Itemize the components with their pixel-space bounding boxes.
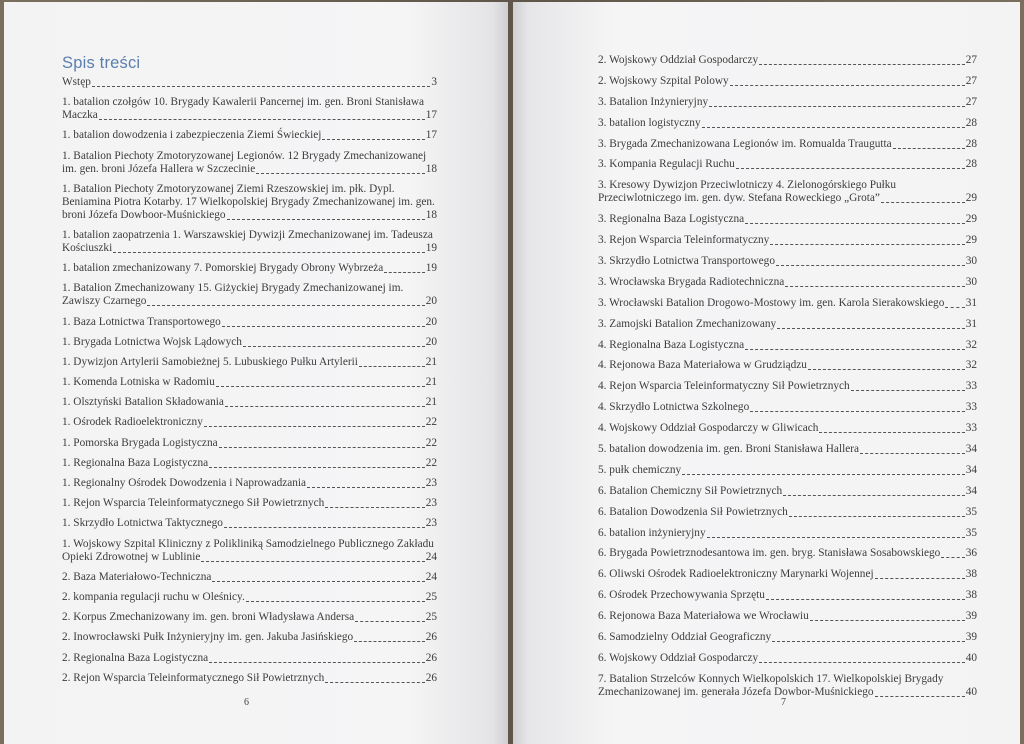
- toc-entry-title: 3. Zamojski Batalion Zmechanizowany: [598, 317, 777, 330]
- toc-entry-title: 4. Wojskowy Oddział Gospodarczy w Gliwicach: [598, 422, 819, 435]
- dot-leader: [881, 193, 965, 203]
- toc-entry-title: 4. Rejonowa Baza Materiałowa w Grudziądzu: [598, 359, 807, 372]
- toc-entry: [62, 416, 437, 429]
- toc-entry-title-line: 1. Batalion Piechoty Zmotoryzowanej Legionów. 12 Brygady Zmechanizowanej: [62, 149, 427, 162]
- toc-entry-title: 4. Skrzydło Lotnictwa Szkolnego: [598, 401, 750, 414]
- toc-entry: [62, 672, 437, 685]
- toc-page-number: 21: [425, 396, 437, 409]
- toc-page-number: 33: [965, 380, 977, 393]
- toc-entry-title: 4. Rejon Wsparcia Teleinformatyczny Sił Powietrznych: [598, 380, 850, 393]
- toc-entry: [598, 485, 977, 498]
- toc-entry: [62, 517, 437, 530]
- toc-page-number: 28: [965, 137, 977, 150]
- toc-entry: [598, 673, 977, 699]
- toc-entry: [62, 437, 437, 450]
- dot-leader: [860, 444, 965, 454]
- dot-leader: [147, 296, 424, 306]
- dot-leader: [325, 498, 424, 508]
- toc-entry-title: im. gen. broni Józefa Hallera w Szczecinie: [62, 162, 256, 175]
- toc-entry: [62, 497, 437, 510]
- toc-entry: [62, 591, 437, 604]
- dot-leader: [201, 552, 424, 562]
- dot-leader: [682, 465, 965, 475]
- toc-list-left: [62, 76, 437, 692]
- toc-entry-title: 6. Batalion Dowodzenia Sił Powietrznych: [598, 505, 788, 518]
- toc-page-number: 26: [425, 651, 437, 664]
- toc-entry-title-line: 1. batalion zaopatrzenia 1. Warszawskiej Dywizji Zmechanizowanej im. Tadeusza: [62, 228, 433, 241]
- toc-entry: [598, 464, 977, 477]
- toc-page-number: 21: [425, 376, 437, 389]
- toc-entry: [598, 96, 977, 109]
- dot-leader: [212, 572, 424, 582]
- toc-entry: [598, 255, 977, 268]
- toc-entry-title: Maczka: [62, 109, 98, 122]
- toc-page-number: 22: [425, 416, 437, 429]
- dot-leader: [243, 337, 425, 347]
- toc-entry-title: Zawiszy Czarnego: [62, 295, 147, 308]
- toc-entry: [62, 356, 437, 369]
- toc-entry: [62, 376, 437, 389]
- dot-leader: [325, 673, 424, 683]
- toc-page-number: 23: [425, 517, 437, 530]
- toc-page-number: 31: [965, 296, 977, 309]
- dot-leader: [709, 97, 965, 107]
- dot-leader: [702, 118, 965, 128]
- toc-heading: Spis treści: [62, 54, 141, 72]
- toc-entry: [598, 359, 977, 372]
- toc-entry-title: 1. Regionalny Ośrodek Dowodzenia i Naprowadzania: [62, 477, 307, 489]
- toc-entry-title: 2. Regionalna Baza Logistyczna: [62, 651, 209, 664]
- dot-leader: [736, 159, 965, 169]
- toc-entry-title: 2. Baza Materiałowo-Techniczna: [62, 570, 212, 583]
- toc-entry: [62, 457, 437, 470]
- toc-page-number: 40: [965, 651, 977, 664]
- dot-leader: [307, 478, 425, 488]
- toc-entry: [598, 401, 977, 414]
- dot-leader: [219, 438, 425, 448]
- dot-leader: [750, 402, 964, 412]
- toc-entry: [598, 589, 977, 602]
- toc-page-number: 38: [965, 568, 977, 581]
- toc-page-number: 36: [965, 547, 977, 560]
- toc-page-number: 20: [425, 315, 437, 328]
- dot-leader: [776, 256, 965, 266]
- toc-page-number: 40: [965, 685, 977, 698]
- toc-entry-title: Przeciwlotniczego im. gen. dyw. Stefana Roweckiego „Grota”: [598, 192, 880, 205]
- toc-entry: [62, 631, 437, 644]
- toc-page-number: 19: [425, 262, 437, 275]
- toc-entry-title: 1. Olsztyński Batalion Składowania: [62, 396, 224, 409]
- toc-entry-title-line: 1. Batalion Piechoty Zmotoryzowanej Ziemi Rzeszowskiej im. płk. Dypl.: [62, 182, 395, 195]
- toc-entry-title: Wstęp: [62, 76, 91, 88]
- toc-entry: [598, 234, 977, 247]
- toc-entry: [598, 527, 977, 540]
- toc-entry-title: 1. Skrzydło Lotnictwa Taktycznego: [62, 517, 223, 530]
- toc-entry: [62, 129, 437, 142]
- toc-entry-title-line: 1. batalion czołgów 10. Brygady Kawalerii Pancernej im. gen. Broni Stanisława: [62, 96, 425, 109]
- toc-entry-title: 1. batalion zmechanizowany 7. Pomorskiej Brygady Obrony Wybrzeża: [62, 262, 384, 275]
- page-number-left: 6: [244, 697, 249, 708]
- toc-page-number: 39: [965, 610, 977, 623]
- dot-leader: [359, 357, 425, 367]
- toc-entry-title: Zmechanizowanej im. generała Józefa Dowbor-Muśnickiego: [598, 685, 874, 698]
- toc-page-number: 24: [425, 570, 437, 583]
- toc-page-number: 21: [425, 355, 437, 368]
- toc-page-number: 35: [965, 505, 977, 518]
- toc-entry: [62, 477, 437, 490]
- dot-leader: [256, 164, 424, 174]
- toc-entry-title: 3. Batalion Inżynieryjny: [598, 95, 709, 108]
- toc-entry: [598, 443, 977, 456]
- toc-page-number: 39: [965, 631, 977, 644]
- toc-entry: [62, 652, 437, 665]
- dot-leader: [216, 377, 425, 387]
- toc-entry: [62, 262, 437, 275]
- toc-entry-title: 2. Wojskowy Szpital Polowy: [598, 74, 729, 87]
- right-page: [513, 2, 1020, 744]
- toc-page-number: 32: [965, 359, 977, 372]
- toc-entry-title: 6. Ośrodek Przechowywania Sprzętu: [598, 589, 765, 602]
- toc-entry-title: 2. Rejon Wsparcia Teleinformatycznego Sił Powietrznych: [62, 671, 325, 684]
- toc-entry-title: 3. Brygada Zmechanizowana Legionów im. Romualda Traugutta: [598, 137, 892, 150]
- toc-page-number: 25: [425, 611, 437, 624]
- toc-entry: [598, 179, 977, 205]
- toc-page-number: 29: [965, 234, 977, 247]
- toc-page-number: 22: [425, 456, 437, 469]
- dot-leader: [322, 130, 424, 140]
- toc-entry: [598, 339, 977, 352]
- toc-entry: [598, 276, 977, 289]
- dot-leader: [384, 263, 424, 273]
- toc-page-number: 27: [965, 95, 977, 108]
- toc-page-number: 33: [965, 422, 977, 435]
- dot-leader: [224, 518, 425, 528]
- toc-entry: [598, 422, 977, 435]
- toc-entry: [598, 75, 977, 88]
- toc-entry: [598, 610, 977, 623]
- toc-entry-title: 5. batalion dowodzenia im. gen. Broni Stanisława Hallera: [598, 443, 860, 456]
- dot-leader: [851, 381, 965, 391]
- toc-entry-title: 4. Regionalna Baza Logistyczna: [598, 338, 745, 351]
- dot-leader: [810, 611, 965, 621]
- toc-page-number: 38: [965, 589, 977, 602]
- toc-entry-title: 6. Brygada Powietrznodesantowa im. gen. bryg. Stanisława Sosabowskiego: [598, 547, 941, 560]
- toc-entry: [598, 138, 977, 151]
- dot-leader: [789, 507, 965, 517]
- dot-leader: [745, 340, 965, 350]
- toc-entry-title: 3. Wrocławska Brygada Radiotechniczna: [598, 275, 785, 288]
- toc-entry-title: 1. Komenda Lotniska w Radomiu: [62, 376, 215, 389]
- dot-leader: [92, 77, 430, 87]
- toc-page-number: 32: [965, 338, 977, 351]
- dot-leader: [808, 360, 965, 370]
- dot-leader: [99, 110, 425, 120]
- toc-page-number: 27: [965, 74, 977, 87]
- toc-entry: [598, 652, 977, 665]
- dot-leader: [745, 214, 965, 224]
- toc-entry-title: 1. batalion dowodzenia i zabezpieczenia Ziemi Świeckiej: [62, 129, 322, 142]
- toc-entry-title: Opieki Zdrowotnej w Lublinie: [62, 550, 201, 563]
- toc-entry-title-line: 3. Kresowy Dywizjon Przeciwlotniczy 4. Zielonogórskiego Pułku: [598, 179, 897, 192]
- dot-leader: [246, 592, 425, 602]
- toc-entry-title: 3. Rejon Wsparcia Teleinformatyczny: [598, 234, 770, 247]
- toc-entry: [62, 611, 437, 624]
- dot-leader: [355, 612, 425, 622]
- toc-entry: [598, 318, 977, 331]
- dot-leader: [204, 417, 425, 427]
- dot-leader: [770, 235, 964, 245]
- toc-page-number: 17: [425, 109, 437, 122]
- toc-entry-title: 1. Rejon Wsparcia Teleinformatycznego Sił Powietrznych: [62, 497, 325, 510]
- toc-entry-title: 1. Dywizjon Artylerii Samobieżnej 5. Lubuskiego Pułku Artylerii: [62, 355, 358, 368]
- toc-entry-title: 2. kompania regulacji ruchu w Oleśnicy.: [62, 590, 245, 603]
- toc-page-number: 30: [965, 255, 977, 268]
- toc-page-number: 28: [965, 116, 977, 129]
- toc-page-number: 24: [425, 550, 437, 563]
- toc-page-number: 20: [425, 295, 437, 308]
- toc-entry-title: 1. Regionalna Baza Logistyczna: [62, 456, 209, 469]
- dot-leader: [772, 632, 965, 642]
- toc-entry-title: 1. Baza Lotnictwa Transportowego: [62, 315, 221, 328]
- toc-entry: [62, 538, 437, 564]
- toc-page-number: 22: [425, 436, 437, 449]
- toc-entry-title: 3. Regionalna Baza Logistyczna: [598, 213, 745, 226]
- toc-entry: [62, 183, 437, 222]
- toc-entry-title: 6. Rejonowa Baza Materiałowa we Wrocławiu: [598, 610, 809, 623]
- toc-entry-title-line: 1. Batalion Zmechanizowany 15. Giżyckiej Brygady Zmechanizowanej im.: [62, 282, 404, 295]
- toc-page-number: 28: [965, 158, 977, 171]
- toc-entry: [62, 150, 437, 176]
- toc-entry-title: 1. Brygada Lotnictwa Wojsk Lądowych: [62, 335, 242, 348]
- toc-page-number: 25: [425, 590, 437, 603]
- dot-leader: [783, 486, 965, 496]
- toc-entry-title: 1. Ośrodek Radioelektroniczny: [62, 416, 203, 429]
- toc-entry: [598, 568, 977, 581]
- toc-page-number: 23: [425, 477, 437, 489]
- dot-leader: [875, 569, 965, 579]
- toc-list-right: [598, 54, 977, 707]
- dot-leader: [875, 687, 965, 697]
- toc-entry: [598, 631, 977, 644]
- dot-leader: [819, 423, 964, 433]
- toc-entry-title: Kościuszki: [62, 241, 113, 254]
- toc-entry-title: 1. Pomorska Brygada Logistyczna: [62, 436, 218, 449]
- toc-page-number: 26: [425, 671, 437, 684]
- toc-entry-title: 2. Wojskowy Oddział Gospodarczy: [598, 54, 759, 66]
- toc-page-number: 17: [425, 129, 437, 142]
- toc-page-number: 26: [425, 631, 437, 644]
- toc-entry: [62, 229, 437, 255]
- toc-entry-title: 6. Oliwski Ośrodek Radioelektroniczny Marynarki Wojennej: [598, 568, 874, 581]
- toc-page-number: 34: [965, 463, 977, 476]
- toc-entry: [598, 297, 977, 310]
- toc-entry-title: 5. pułk chemiczny: [598, 463, 682, 476]
- dot-leader: [227, 210, 425, 220]
- dot-leader: [941, 548, 964, 558]
- toc-page-number: 31: [965, 317, 977, 330]
- toc-entry-title: 3. batalion logistyczny: [598, 116, 701, 129]
- dot-leader: [222, 317, 425, 327]
- dot-leader: [777, 319, 965, 329]
- dot-leader: [730, 76, 965, 86]
- toc-entry: [62, 316, 437, 329]
- toc-entry-title: 6. batalion inżynieryjny: [598, 526, 706, 539]
- toc-entry: [598, 547, 977, 560]
- toc-page-number: 18: [425, 162, 437, 175]
- toc-entry-title-line: 7. Batalion Strzelców Konnych Wielkopolskich 17. Wielkopolskiej Brygady: [598, 672, 944, 685]
- toc-page-number: 18: [425, 208, 437, 221]
- toc-entry: [598, 213, 977, 226]
- toc-entry-title: broni Józefa Dowboor-Muśnickiego: [62, 208, 226, 221]
- toc-page-number: 33: [965, 401, 977, 414]
- dot-leader: [354, 632, 425, 642]
- left-page: [4, 2, 508, 744]
- toc-page-number: 19: [425, 241, 437, 254]
- toc-entry-title: 2. Korpus Zmechanizowany im. gen. broni Władysława Andersa: [62, 611, 355, 624]
- toc-page-number: 34: [965, 443, 977, 456]
- toc-entry: [598, 380, 977, 393]
- toc-entry: [598, 158, 977, 171]
- dot-leader: [759, 55, 965, 65]
- toc-page-number: 3: [431, 76, 437, 88]
- toc-entry: [598, 506, 977, 519]
- toc-entry: [62, 282, 437, 308]
- toc-entry-title: 3. Skrzydło Lotnictwa Transportowego: [598, 255, 775, 268]
- dot-leader: [113, 243, 425, 253]
- dot-leader: [785, 277, 964, 287]
- toc-page-number: 30: [965, 275, 977, 288]
- toc-entry-title-line: 1. Wojskowy Szpital Kliniczny z Polikliniką Samodzielnego Publicznego Zakładu: [62, 537, 434, 550]
- toc-entry-title-line: Beniamina Piotra Kotarby. 17 Wielkopolskiej Brygady Zmechanizowanej im. gen.: [62, 195, 435, 208]
- toc-entry: [62, 76, 437, 89]
- toc-page-number: 34: [965, 484, 977, 497]
- dot-leader: [759, 653, 965, 663]
- toc-page-number: 20: [425, 335, 437, 348]
- toc-entry-title: 3. Wrocławski Batalion Drogowo-Mostowy im. gen. Karola Sierakowskiego: [598, 296, 945, 309]
- toc-entry: [598, 54, 977, 67]
- toc-page-number: 23: [425, 497, 437, 510]
- dot-leader: [209, 458, 425, 468]
- toc-entry: [62, 336, 437, 349]
- toc-entry: [598, 117, 977, 130]
- toc-page-number: 29: [965, 213, 977, 226]
- dot-leader: [893, 139, 965, 149]
- toc-page-number: 29: [965, 192, 977, 205]
- toc-entry-title: 6. Wojskowy Oddział Gospodarczy: [598, 651, 759, 664]
- toc-entry-title: 6. Batalion Chemiczny Sił Powietrznych: [598, 484, 783, 497]
- toc-entry-title: 3. Kompania Regulacji Ruchu: [598, 158, 735, 171]
- page-number-right: 7: [781, 697, 786, 708]
- dot-leader: [707, 528, 965, 538]
- dot-leader: [766, 590, 965, 600]
- toc-page-number: 27: [965, 54, 977, 66]
- toc-entry-title: 6. Samodzielny Oddział Geograficzny: [598, 631, 772, 644]
- toc-entry-title: 2. Inowrocławski Pułk Inżynieryjny im. gen. Jakuba Jasińskiego: [62, 631, 354, 644]
- dot-leader: [945, 298, 964, 308]
- toc-entry: [62, 571, 437, 584]
- dot-leader: [225, 397, 425, 407]
- toc-entry: [62, 96, 437, 122]
- dot-leader: [209, 653, 425, 663]
- toc-page-number: 35: [965, 526, 977, 539]
- toc-entry: [62, 396, 437, 409]
